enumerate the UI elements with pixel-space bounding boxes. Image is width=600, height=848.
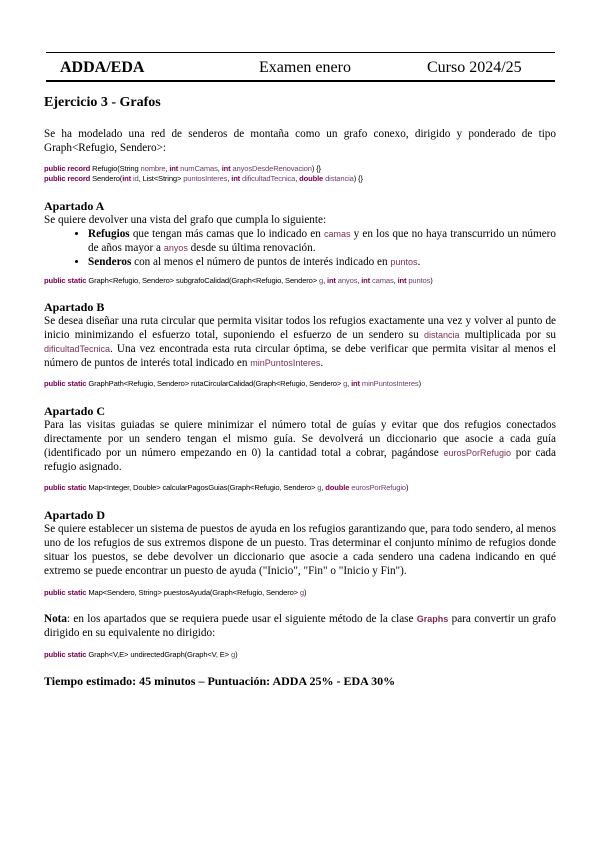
header-course: ADDA/EDA	[60, 59, 145, 76]
header-top-rule	[46, 52, 555, 53]
param: eurosPorRefugio	[351, 483, 406, 492]
paren: )	[235, 650, 238, 659]
param: dificultadTecnica	[242, 174, 296, 183]
param: g	[318, 276, 324, 285]
text: desde su última renovación.	[187, 242, 316, 254]
type: int	[221, 164, 231, 173]
apartado-b-text	[44, 314, 556, 370]
exercise-content	[44, 94, 556, 689]
bold-term: Nota	[44, 613, 67, 625]
type: (Graph<Refugio, Sendero>	[253, 379, 342, 388]
type: int	[361, 276, 371, 285]
param: id	[132, 174, 139, 183]
param: g	[343, 379, 348, 388]
apartado-c-text	[44, 418, 556, 474]
paren: )	[406, 483, 409, 492]
param: g	[317, 483, 322, 492]
param: numCamas	[180, 164, 218, 173]
text: para convertir un grafo dirigido en su equivalente no dirigido:	[44, 613, 556, 639]
header-year: Curso 2024/25	[427, 59, 522, 76]
method-name: calcularPagosGuias	[162, 483, 228, 492]
exercise-title: Ejercicio 3 - Grafos	[44, 95, 161, 110]
record-name: Sendero	[92, 174, 120, 183]
method-name: subgrafoCalidad	[175, 276, 229, 285]
apartado-b-signature: public static GraphPath<Refugio, Sendero> rutaCircularCalidad(Graph<Refugio, Sendero> g, int minPuntosInteres)	[44, 379, 421, 388]
text: y en los que no haya transcurrido un número de años mayor a	[88, 228, 556, 254]
bold-term: Refugios	[88, 228, 130, 240]
param: anyos	[337, 276, 358, 285]
paren: )	[303, 588, 307, 597]
paren: )	[418, 379, 421, 388]
apartado-a-list	[44, 227, 556, 269]
header-exam: Examen enero	[259, 59, 351, 76]
header-bottom-rule	[46, 80, 555, 82]
keyword: public static	[44, 650, 87, 659]
apartado-c-title: Apartado C	[44, 404, 106, 418]
param: puntosInteres	[183, 174, 228, 183]
paren: (	[117, 164, 120, 173]
list-item	[88, 227, 556, 255]
type: double	[299, 174, 324, 183]
keyword: public record	[44, 174, 91, 183]
text: que tengan más camas que lo indicado en	[129, 228, 324, 240]
param-ref: puntos	[390, 257, 418, 267]
text: .	[417, 256, 421, 268]
param: nombre	[140, 164, 166, 173]
type: int	[351, 379, 360, 388]
type: GraphPath<Refugio, Sendero>	[88, 379, 189, 388]
bold-term: Senderos	[88, 256, 132, 268]
apartado-d-text: Se quiere establecer un sistema de puestos de ayuda en los refugios garantizando que, para todo sendero, al menos uno de los refugios de sus extremos dispone de un puesto. Tras determinar el conjunto mínimo de refugios donde situar los puestos, se debe devolver un diccionario que asocie a cada sendero una cadena indicando en qué extremo se puede encontrar un puesto de ayuda ("Inicio", "Fin" o "Inicio y Fin").	[44, 523, 556, 577]
apartado-d-title: Apartado D	[44, 508, 106, 522]
text: multiplicada por su	[459, 329, 556, 341]
apartado-b-title: Apartado B	[44, 300, 105, 314]
param: camas	[372, 276, 394, 285]
paren: )	[430, 276, 433, 285]
apartado-d-signature	[44, 588, 556, 598]
type: Graph<V,E>	[88, 650, 129, 659]
type: int	[122, 174, 132, 183]
apartado-a-signature: public static Graph<Refugio, Sendero> subgrafoCalidad(Graph<Refugio, Sendero> g, int anyos, int camas, int puntos)	[44, 276, 433, 285]
type: List<String>	[142, 174, 182, 183]
param: minPuntosInteres	[361, 379, 419, 388]
apartado-a-title: Apartado A	[44, 199, 105, 213]
param-ref: eurosPorRefugio	[443, 448, 512, 458]
sendero-record: public record Sendero(int id, List<String> puntosInteres, int dificultadTecnica, double distancia) {}	[44, 174, 363, 183]
nota-signature	[44, 650, 556, 660]
type: (Graph<V, E>	[184, 650, 230, 659]
record-name: Refugio	[92, 164, 118, 173]
type: double	[325, 483, 350, 492]
type: Map<Sendero, String>	[88, 588, 162, 597]
type: (Graph<Refugio, Sendero>	[227, 483, 316, 492]
intro-paragraph: Se ha modelado una red de senderos de montaña como un grafo conexo, dirigido y ponderado de tipo Graph<Refugio, Sendero>:	[44, 128, 556, 154]
keyword: public static	[44, 379, 87, 388]
type: Graph<Refugio, Sendero>	[88, 276, 174, 285]
apartado-c-signature: public static Map<Integer, Double> calcularPagosGuias(Graph<Refugio, Sendero> g, double eurosPorRefugio)	[44, 483, 409, 492]
method-name: undirectedGraph	[130, 650, 185, 659]
param: puntos	[408, 276, 431, 285]
param: g	[299, 588, 304, 597]
param-ref: anyos	[163, 243, 188, 253]
apartado-a-text: Se quiere devolver una vista del grafo que cumpla lo siguiente:	[44, 214, 327, 226]
type: (Graph<Refugio, Sendero>	[229, 276, 318, 285]
param: distancia	[325, 174, 354, 183]
text: con al menos el número de puntos de interés indicado en	[131, 256, 391, 268]
type: Map<Integer, Double>	[88, 483, 161, 492]
class-ref: Graphs	[416, 614, 449, 624]
method-name: rutaCircularCalidad	[190, 379, 254, 388]
type: String	[119, 164, 139, 173]
param-ref: minPuntosInteres	[250, 358, 321, 368]
refugio-record: public record Refugio(String nombre, int numCamas, int anyosDesdeRenovacion) {}	[44, 164, 321, 173]
keyword: public record	[44, 164, 91, 173]
text: por cada refugio asignado.	[44, 447, 556, 473]
text: : en los apartados que se requiera puede usar el siguiente método de la clase	[67, 613, 417, 625]
paren: ) {}	[353, 174, 363, 183]
text: . Una vez encontrada esta ruta circular óptima, se debe verificar que permita visitar al menos el número de puntos de interés total indicado en	[44, 343, 556, 369]
method-name: puestosAyuda	[163, 588, 210, 597]
param: g	[230, 650, 236, 659]
type: (Graph<Refugio, Sendero>	[209, 588, 298, 597]
list-item	[88, 255, 556, 269]
keyword: public static	[44, 483, 87, 492]
footer-time-score: Tiempo estimado: 45 minutos – Puntuación: ADDA 25% - EDA 30%	[44, 674, 396, 688]
text: Se desea diseñar una ruta circular que permita visitar todos los refugios exactamente una vez y volver al punto de inicio minimizando el esfuerzo total, suponiendo el esfuerzo de un sendero su	[44, 315, 556, 341]
param: anyosDesdeRenovacion	[232, 164, 312, 173]
paren: (	[119, 174, 123, 183]
text: Para las visitas guiadas se quiere minimizar el número total de guías y evitar que dos refugios conectados directamente por un sendero tengan el mismo guía. Se devolverá un diccionario que asocie a cada guía (identificado por un número empezando en 0) la cantidad total a cobrar, pagándose	[44, 419, 556, 459]
type: int	[169, 164, 179, 173]
text: .	[320, 357, 324, 369]
nota-paragraph	[44, 612, 556, 640]
keyword: public static	[44, 276, 87, 285]
param-ref: dificultadTecnica	[44, 344, 111, 354]
type: int	[231, 174, 241, 183]
param-ref: distancia	[423, 330, 460, 340]
type: int	[397, 276, 407, 285]
type: int	[326, 276, 336, 285]
keyword: public static	[44, 588, 87, 597]
param-ref: camas	[323, 229, 351, 239]
paren: ) {}	[311, 164, 321, 173]
